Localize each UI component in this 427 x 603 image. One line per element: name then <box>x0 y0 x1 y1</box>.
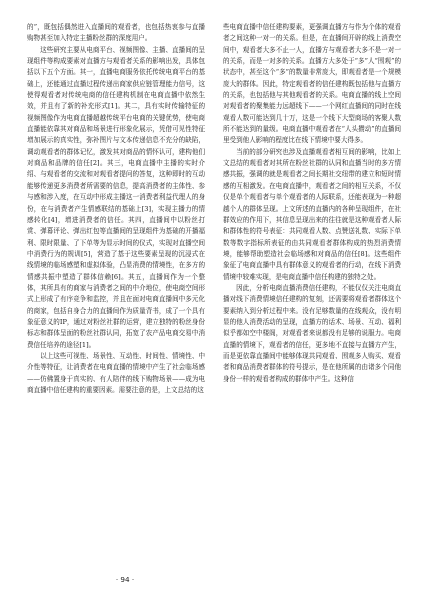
paragraph: 的”，既包括偶然进入直播间的观看者，也包括热衷参与直播购物甚至加入特定主播粉丝群的深度用户。 <box>27 23 205 43</box>
paragraph: 当前的部分研究也涉及直播观看者相互间的影响，比如上文总结的观看者对其所在粉丝社群的认同和直播当时的多方情感共振，强调的就是观看者之间长期社交纽带的建立和短时情感的互相激发。在电商直播中，观看者之间的相互关系，不仅仅是单个观看者与单个观看者的人际联系，还能表现为一种超越个人的群体呈现。上文所述的直播内的各种呈现组件，在社群效应的作用下，其信息呈现出来的往往就是这种观看者人际和群体性的符号表征：共同观看人数、点赞送礼数、实际下单数等数字指标所表征的由共同观看者群体构成的热烈消费情境，能够帮助塑造社会临场感和对商品的信任[8]。这些组件象征了电商直播中具有群体意义的观看者的行动，在线下消费情境中较难实现，是电商直播中信任构建的独特之处。 <box>223 147 401 281</box>
paragraph: 以上这些可视性、场景性、互动性、时间性、情境性、中介性等特征，让消费者在电商直播的情境中产生了社会临场感——仿佛置身于真实的、有人陪伴的线下购物场景——成为电商直播中信任建构的重要因素。需要注意的是，上文总结的这 <box>27 351 205 394</box>
page-number: · 94 · <box>115 575 135 584</box>
right-text-column <box>223 22 401 385</box>
paragraph: 这些研究主要从电商平台、视频图像、主播、直播间的呈现组件等构成要素对直播方与观看者关系的影响出发，具体包括以下五个方面。其一，直播电商服务依托传统电商平台的基础上，还能通过直播过程传递出商家供应链管理能力信号，这使得观看者对传统电商的信任建构机制在电商直播中依然生效，并且有了新的补充形式[1]。其二，具有实时传输特征的视频图像作为电商直播超越传统平台电商的关键优势，使电商直播能依靠其对商品和场景进行形象化展示，凭借可见性特征增加展示的真实性，弥补图片与文本传递信息不充分的缺陷，调动观看者的群体记忆，激发其对商品的情怀认可，建构他们对商品和品牌的信任[2]。其三，电商直播中主播的实时介绍、与观看者的交流和对观看者提问的答复，这种即时的互动能够传递更多消费者所需要的信息，提高消费者的主体性、参与感和涉入度，在互动中形成主播这一消费者利益代理人的身份，在与消费者产生情感联结的基础上[3]，实现主播力的情感转化[4]，增进消费者的信任。其四，直播间中以粉丝打赏、弹幕评论、弹出红包等直播间的呈现组件为基础的开播福利、限时限量、了下单等为显示时间的仪式，实现对直播空间中消费行为的规训[5]，营造了基于这些要素呈现的沉浸式在线情境的临场感塑和虚拟体验，凸显消费的情境性，在多方的情感共振中塑造了群体信赖[6]。其五，直播间作为一个整体，其所具有的商家与消费者之间的中介地位，使电商空间形式上形成了有序竞争和监控，并且在面对电商直播间中多元化的商家，包括自身合力的直播间作为质量背书，成了一个具有象征意义的IP，通过对粉丝社群的运营，建立独特的粉丝身份标志和群体呈面的粉丝社群认同，拓宽了农产品电商交易中消费信任培养的途径[1]。 <box>27 45 205 349</box>
paragraph: 因此，分析电商直播消费信任建构，不能仅仅关注电商直播对线下消费情境信任建构的复刻，还需要将观看者群体这个要素纳入到分析过程中来。没有足够数量的在线观众，没有明显的他人消费活动的呈现，直播方的话术、场景、互动、福利似乎都如空中楼阁，对观看者来说都没有足够的说服力。电商直播的情境下，观看者的信任，更多地不直接与直播方产生，而是更依靠直播间中能够体现共同观看、围观多人购买、观看者和商品消费者群体的符号提示，是在他所属的由诸多个同他身份一样的观看者构成的群体中产生。这种信 <box>223 283 401 383</box>
paragraph: 些电商直播中信任建构要素，更强调直播方与作为个体的观看者之间这种一对一的关系。但是，在直播间开辟的线上消费空间中，观看者大多不止一人，直播方与观看者大多不是一对一的关系，而是一对多的关系。直播方大多处于“多”人“围观”的状态中，甚至这个“多”的数量非常庞大，即观看者是一个规模庞大的群体。因此，特定观看者的信任建构既包括他与直播方的关系，也包括他与其他观看者的关系。电商直播的线上空间对观看者的聚集能力远超线下——一个网红直播间的同时在线观看人数可能达到几十万，这是一个线下大型商场的客聚人数所不能达到的量级。电商直播中观看者在“人头攒动”的直播间里受到他人影响的程度比在线下情境中要大得多。 <box>223 23 401 145</box>
left-text-column <box>27 22 205 396</box>
